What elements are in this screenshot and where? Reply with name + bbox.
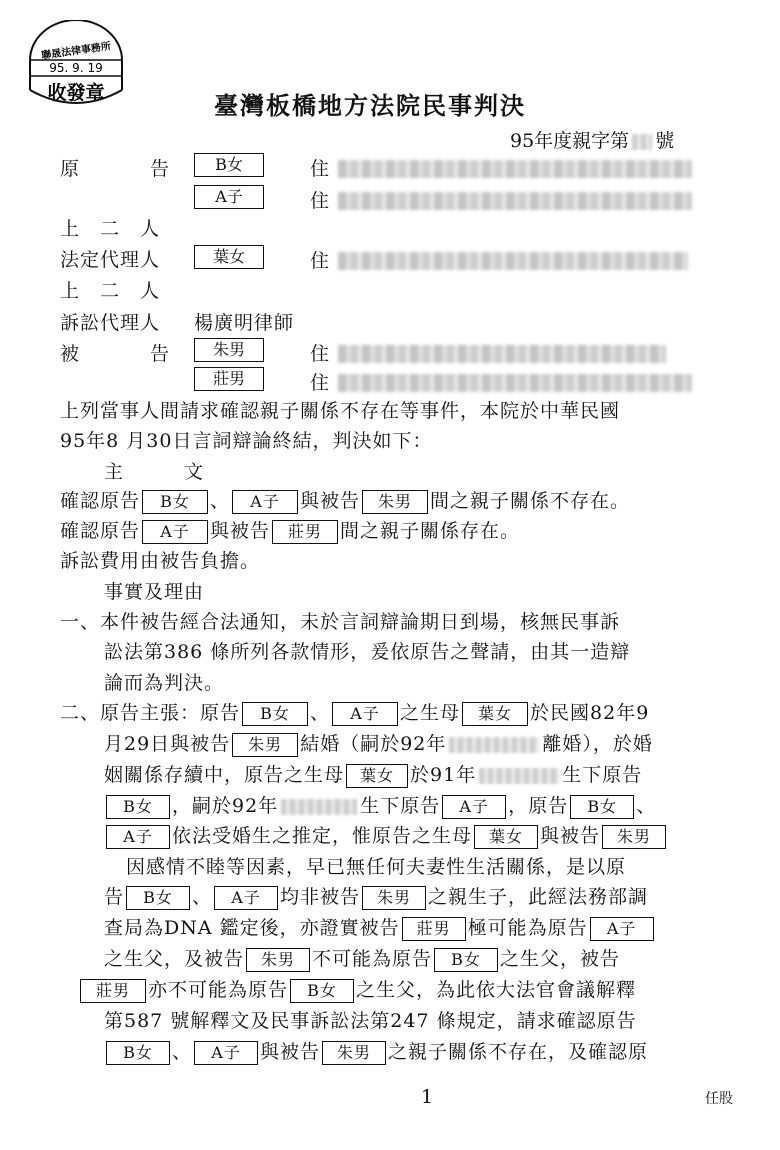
plaintiff-label-2: 告 — [150, 158, 171, 180]
redacted-date — [479, 768, 559, 784]
text-run: 查局為DNA 鑑定後，亦證實被告 — [104, 917, 400, 939]
redacted-address — [338, 374, 692, 392]
item1-line-2: 訟法第386 條所列各款情形，爰依原告之聲請，由其一造辯 — [104, 641, 631, 663]
text-run: 極可能為原告 — [467, 917, 588, 939]
residence-label: 住 — [310, 343, 330, 365]
redacted-date — [449, 737, 539, 753]
text-run: 與被告 — [210, 520, 271, 542]
item2-line-8 — [104, 915, 656, 941]
party-box-plaintiff2: A子 — [194, 185, 264, 209]
party-box-plaintiff1: B女 — [106, 795, 170, 819]
receipt-stamp — [24, 20, 128, 116]
text-run: 姻關係存續中，原告之生母 — [104, 764, 345, 786]
intro-line-2: 95年8 月30日言詞辯論終結，判決如下： — [60, 430, 433, 452]
party-box-plaintiff1: B女 — [570, 795, 634, 819]
party-box-plaintiff1: B女 — [434, 948, 498, 972]
text-run: 之親生子，此經法務部調 — [428, 886, 649, 908]
residence-label: 住 — [310, 158, 330, 180]
party-box-defendant1: 朱男 — [602, 825, 666, 849]
party-box-plaintiff1: B女 — [194, 153, 264, 177]
residence-label: 住 — [310, 250, 330, 272]
party-box-plaintiff2: A子 — [214, 886, 278, 910]
party-box-legal-rep: 葉女 — [346, 764, 408, 788]
party-box-legal-rep: 葉女 — [194, 245, 264, 269]
item2-line-11: 第587 號解釋文及民事訴訟法第247 條規定，請求確認原告 — [104, 1010, 637, 1032]
text-run: ，原告 — [508, 795, 569, 817]
text-run: 確認原告 — [60, 490, 141, 512]
party-box-legal-rep: 葉女 — [474, 825, 538, 849]
party-box-defendant1: 朱男 — [246, 948, 310, 972]
party-box-defendant1: 朱男 — [322, 1041, 386, 1065]
item2-line-5 — [104, 823, 668, 849]
redacted-case-id — [632, 134, 652, 150]
item2-line-2 — [104, 731, 653, 757]
text-run: 與被告 — [540, 825, 601, 847]
legal-rep-label: 法定代理人 — [60, 249, 161, 271]
text-run: ，嗣於92年 — [172, 795, 279, 817]
text-run: 之生母 — [400, 702, 461, 724]
case-number — [510, 126, 674, 153]
text-run: 亦不可能為原告 — [148, 979, 289, 1001]
main-line-1 — [60, 488, 630, 514]
party-box-plaintiff1: B女 — [290, 979, 354, 1003]
redacted-address — [338, 192, 692, 210]
party-box-plaintiff2: A子 — [142, 520, 208, 544]
intro-line-1: 上列當事人間請求確認親子關係不存在等事件，本院於中華民國 — [60, 400, 621, 422]
text-run: 生下原告 — [360, 795, 441, 817]
text-run: 之生父，為此依大法官會議解釋 — [356, 979, 637, 1001]
text-run: 、 — [172, 1041, 193, 1063]
text-run: 間之親子關係存在。 — [340, 520, 521, 542]
stamp-label: 收發章 — [47, 82, 105, 104]
text-run: 二、原告主張：原告 — [60, 702, 241, 724]
item2-line-12 — [104, 1039, 648, 1065]
text-run: 、 — [636, 795, 657, 817]
party-box-plaintiff2: A子 — [332, 702, 398, 726]
text-run: 之生父，及被告 — [104, 948, 245, 970]
party-box-plaintiff2: A子 — [232, 490, 298, 514]
item2-line-3 — [104, 762, 642, 788]
litigation-rep-label: 訴訟代理人 — [60, 312, 161, 334]
case-number-text: 95年度親字第 — [510, 130, 630, 152]
text-run: 與被告 — [300, 490, 361, 512]
party-box-defendant2: 莊男 — [80, 979, 146, 1003]
stamp-date: 95. 9. 19 — [49, 61, 103, 75]
redacted-address — [338, 252, 688, 270]
text-run: 月29日與被告 — [104, 733, 231, 755]
text-run: 生下原告 — [562, 764, 643, 786]
redacted-address — [338, 160, 692, 178]
plaintiff-label: 原 — [60, 158, 81, 180]
item2-line-1 — [60, 700, 649, 726]
text-run: 與被告 — [260, 1041, 321, 1063]
text-run: 於民國82年9 — [530, 702, 650, 724]
party-box-plaintiff2: A子 — [106, 825, 170, 849]
item2-line-10 — [78, 977, 636, 1003]
reasons-heading: 事實及理由 — [104, 581, 205, 603]
document-title: 臺灣板橋地方法院民事判決 — [214, 91, 526, 120]
redacted-address — [338, 345, 666, 363]
stamp-firm: 聯晟法律事務所 — [40, 41, 112, 62]
residence-label: 住 — [310, 190, 330, 212]
text-run: 之生父，被告 — [500, 948, 621, 970]
party-box-plaintiff1: B女 — [242, 702, 308, 726]
case-number-suffix: 號 — [655, 130, 675, 152]
party-box-defendant2: 莊男 — [194, 367, 264, 391]
party-box-plaintiff1: B女 — [142, 490, 208, 514]
item2-line-9 — [104, 946, 620, 972]
text-run: 均非被告 — [280, 886, 361, 908]
above-two-label: 上 二 人 — [60, 218, 161, 240]
text-run: 、 — [210, 490, 231, 512]
party-box-plaintiff1: B女 — [126, 886, 190, 910]
item1-line-3: 論而為判決。 — [104, 672, 225, 694]
text-run: 、 — [310, 702, 331, 724]
defendant-label-2: 告 — [150, 343, 171, 365]
party-box-plaintiff1: B女 — [106, 1041, 170, 1065]
text-run: 確認原告 — [60, 520, 141, 542]
main-line-3: 訴訟費用由被告負擔。 — [60, 550, 261, 572]
party-box-plaintiff2: A子 — [590, 917, 654, 941]
defendant-label: 被 — [60, 343, 81, 365]
above-two-label: 上 二 人 — [60, 280, 161, 302]
party-box-defendant1: 朱男 — [362, 490, 428, 514]
party-box-defendant1: 朱男 — [232, 733, 298, 757]
main-heading: 主 文 — [104, 461, 205, 483]
text-run: 離婚），於婚 — [542, 733, 653, 755]
party-box-defendant2: 莊男 — [272, 520, 338, 544]
text-run: 、 — [192, 886, 213, 908]
item1-line-1: 一、本件被告經合法通知，未於言詞辯論期日到場，核無民事訴 — [60, 611, 621, 633]
party-box-defendant1: 朱男 — [194, 338, 264, 362]
litigation-rep-name: 楊廣明律師 — [194, 312, 295, 334]
redacted-date — [281, 799, 357, 815]
party-box-defendant2: 莊男 — [402, 917, 466, 941]
text-run: 不可能為原告 — [312, 948, 433, 970]
party-box-defendant1: 朱男 — [362, 886, 426, 910]
page-number: 1 — [421, 1086, 434, 1108]
item2-line-4 — [104, 793, 656, 819]
text-run: 於91年 — [410, 764, 477, 786]
text-run: 依法受婚生之推定，惟原告之生母 — [172, 825, 473, 847]
item2-line-7 — [104, 884, 648, 910]
party-box-plaintiff2: A子 — [442, 795, 506, 819]
division-tag: 任股 — [705, 1091, 733, 1107]
text-run: 間之親子關係不存在。 — [430, 490, 631, 512]
party-box-plaintiff2: A子 — [194, 1041, 258, 1065]
item2-line-6: 因感情不睦等因素，早已無任何夫妻性生活關係，是以原 — [126, 856, 627, 878]
residence-label: 住 — [310, 372, 330, 394]
text-run: 結婚（嗣於92年 — [300, 733, 447, 755]
main-line-2 — [60, 518, 520, 544]
text-run: 告 — [104, 886, 125, 908]
text-run: 之親子關係不存在，及確認原 — [388, 1041, 649, 1063]
party-box-legal-rep: 葉女 — [462, 702, 528, 726]
